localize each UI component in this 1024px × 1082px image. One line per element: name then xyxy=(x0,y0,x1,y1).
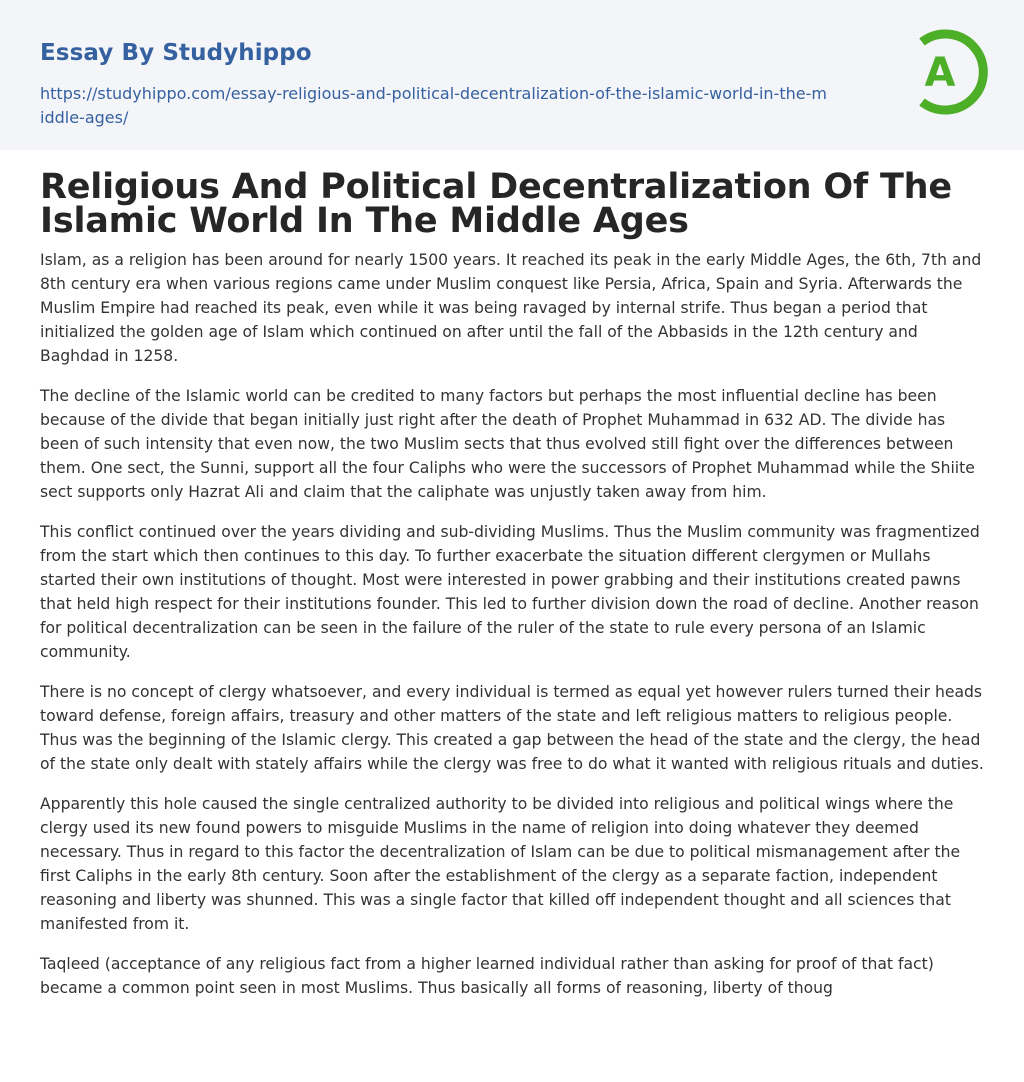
essay-content xyxy=(40,167,988,1016)
essay-paragraph: Taqleed (acceptance of any religious fact from a higher learned individual rather than asking for proof of that fact) became a common point seen in most Muslims. Thus basically all forms of reasoning, liberty of thoug xyxy=(40,955,934,997)
logo-letter: A xyxy=(924,50,956,96)
essay-paragraph: There is no concept of clergy whatsoever, and every individual is termed as equal yet however rulers turned their heads toward defense, foreign affairs, treasury and other matters of the state and left religious matters to religious people. Thus was the beginning of the Islamic clergy. This created a gap between the head of the state and the clergy, the head of the state only dealt with stately affairs while the clergy was free to do what it wanted with religious rituals and duties. xyxy=(40,683,984,773)
essay-title: Religious And Political Decentralization Of The Islamic World In The Middle Ages xyxy=(40,167,952,241)
studyhippo-logo-icon[interactable] xyxy=(908,28,988,116)
essay-body xyxy=(40,248,988,1000)
essay-paragraph: The decline of the Islamic world can be credited to many factors but perhaps the most influential decline has been because of the divide that began initially just right after the death of Prophet Muhammad in 632 AD. The divide has been of such intensity that even now, the two Muslim sects that thus evolved still fight over the differences between them. One sect, the Sunni, support all the four Caliphs who were the successors of Prophet Muhammad while the Shiite sect supports only Hazrat Ali and claim that the caliphate was unjustly taken away from him. xyxy=(40,387,975,501)
essay-paragraph: Islam, as a religion has been around for nearly 1500 years. It reached its peak in the early Middle Ages, the 6th, 7th and 8th century era when various regions came under Muslim conquest like Persia, Africa, Spain and Syria. Afterwards the Muslim Empire had reached its peak, even while it was being ravaged by internal strife. Thus began a period that initialized the golden age of Islam which continued on after until the fall of the Abbasids in the 12th century and Baghdad in 1258. xyxy=(40,251,982,365)
page-header xyxy=(0,0,1024,150)
essay-paragraph: This conflict continued over the years dividing and sub-dividing Muslims. Thus the Muslim community was fragmentized from the start which then continues to this day. To further exacerbate the situation different clergymen or Mullahs started their own institutions of thought. Most were interested in power grabbing and their institutions created pawns that held high respect for their institutions founder. This led to further division down the road of decline. Another reason for political decentralization can be seen in the failure of the ruler of the state to rule every persona of an Islamic community. xyxy=(40,523,980,661)
source-url-link[interactable]: https://studyhippo.com/essay-religious-and-political-decentralization-of-the-islamic-world-in-the-middle-ages/ xyxy=(40,84,827,127)
brand-name[interactable]: Essay By Studyhippo xyxy=(40,40,312,66)
essay-paragraph: Apparently this hole caused the single centralized authority to be divided into religious and political wings where the clergy used its new found powers to misguide Muslims in the name of religion into doing whatever they deemed necessary. Thus in regard to this factor the decentralization of Islam can be due to political mismanagement after the first Caliphs in the early 8th century. Soon after the establishment of the clergy as a separate faction, independent reasoning and liberty was shunned. This was a single factor that killed off independent thought and all sciences that manifested from it. xyxy=(40,795,961,933)
